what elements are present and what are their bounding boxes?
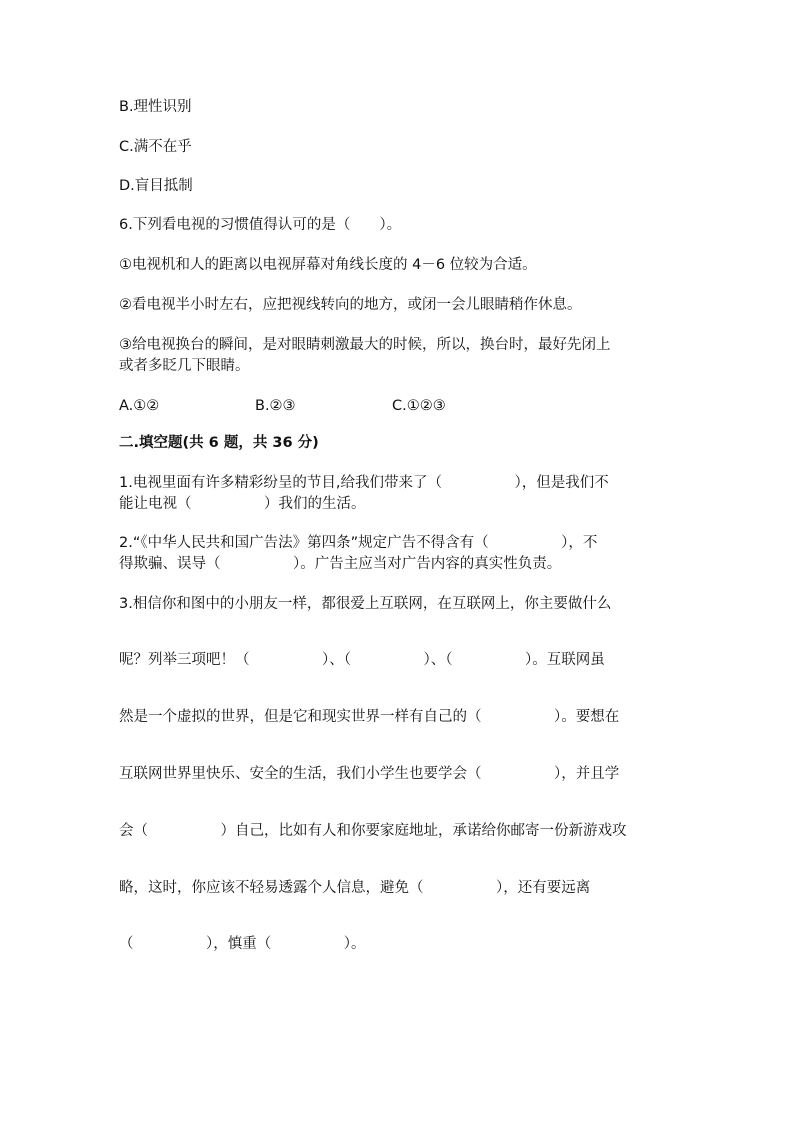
q5-option-c: C.满不在乎 bbox=[119, 139, 192, 155]
fill-q1-line-2: 能让电视（ ）我们的生活。 bbox=[119, 496, 366, 512]
q6-statement-2: ②看电视半小时左右，应把视线转向的地方，或闭一会儿眼睛稍作休息。 bbox=[119, 297, 582, 313]
q6-option-c: C.①②③ bbox=[392, 398, 446, 414]
q6-option-b: B.②③ bbox=[255, 398, 296, 414]
q5-option-b: B.理性识别 bbox=[119, 99, 192, 115]
fill-q2-line-2: 得欺骗、误导（ ）。广告主应当对广告内容的真实性负责。 bbox=[119, 556, 562, 572]
fill-q1-line-1: 1.电视里面有许多精彩纷呈的节目,给我们带来了（ ），但是我们不 bbox=[119, 475, 609, 491]
section-heading: 二.填空题(共 6 题，共 36 分) bbox=[119, 435, 319, 451]
fill-q3-line-2: 呢？列举三项吧！（ ）、（ ）、（ ）。互联网虽 bbox=[119, 652, 605, 668]
fill-q3-line-3: 然是一个虚拟的世界，但是它和现实世界一样有自己的（ ）。要想在 bbox=[119, 709, 620, 725]
q6-option-a: A.①② bbox=[119, 398, 160, 414]
fill-q2-line-1: 2.“《中华人民共和国广告法》第四条”规定广告不得含有（ ），不 bbox=[119, 535, 598, 551]
fill-q3-line-4: 互联网世界里快乐、安全的生活，我们小学生也要学会（ ），并且学 bbox=[119, 766, 620, 782]
q6-statement-3-cont: 或者多眨几下眼睛。 bbox=[119, 358, 250, 374]
q6-options bbox=[119, 395, 619, 417]
fill-q3-line-7: （ ），慎重（ ）。 bbox=[119, 936, 366, 952]
q6-statement-1: ①电视机和人的距离以电视屏幕对角线长度的 4－6 位较为合适。 bbox=[119, 257, 537, 273]
fill-q3-line-5: 会（ ）自己，比如有人和你要家庭地址，承诺给你邮寄一份新游戏攻 bbox=[119, 823, 627, 839]
fill-q3-line-1: 3.相信你和图中的小朋友一样，都很爱上互联网，在互联网上，你主要做什么 bbox=[119, 596, 612, 612]
q6-statement-3: ③给电视换台的瞬间，是对眼睛刺激最大的时候，所以，换台时，最好先闭上 bbox=[119, 337, 611, 353]
fill-q3-line-6: 略，这时，你应该不轻易透露个人信息，避免（ ），还有要远离 bbox=[119, 880, 591, 896]
q5-option-d: D.盲目抵制 bbox=[119, 178, 193, 194]
q6-stem: 6.下列看电视的习惯值得认可的是（ ）。 bbox=[119, 217, 402, 233]
